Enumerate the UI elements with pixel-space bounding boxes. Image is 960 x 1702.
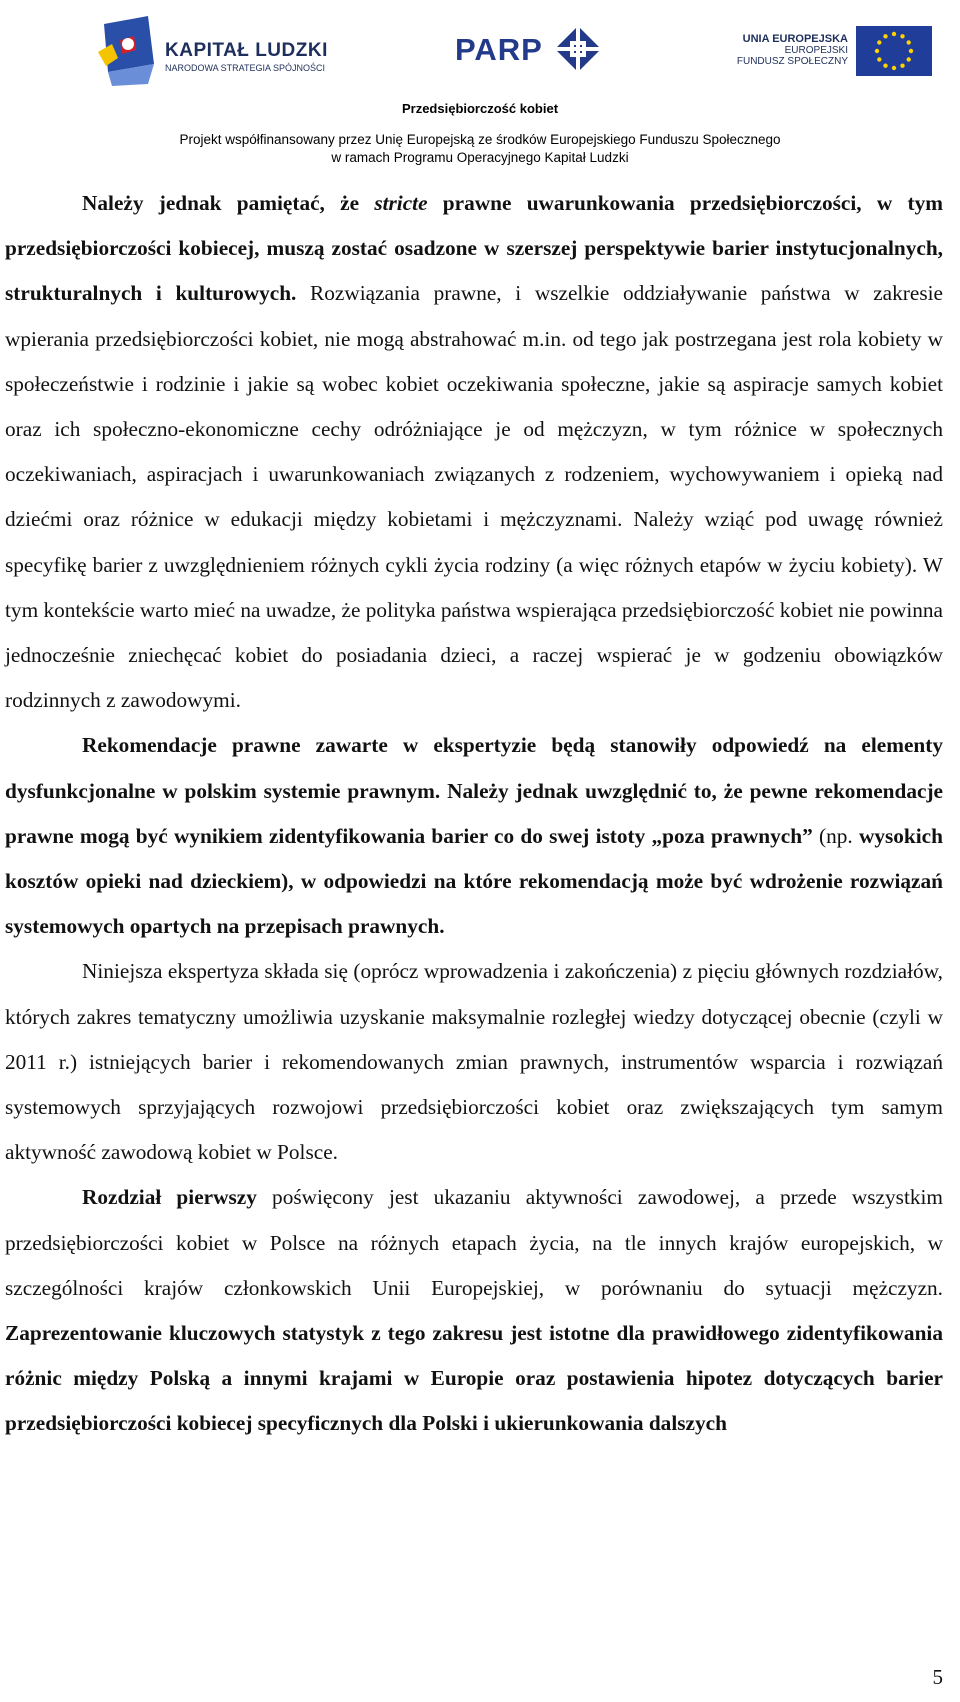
paragraph-1 <box>5 181 943 723</box>
p2-plain: (np. <box>812 823 859 848</box>
kapital-ludzki-emblem-icon <box>98 14 162 88</box>
p1-text: Rozwiązania prawne, i wszelkie oddziaływanie państwa w zakresie wpierania przedsiębiorczości kobiet, nie mogą abstrahować m.in. od tego jak postrzegana jest rola kobiety w społeczeństwie i rodzinie i jakie są wobec kobiet oczekiwania społeczne, jakie są aspiracje samych kobiet oraz ich społeczno-ekonomiczne cechy odróżniające je od mężczyzn, w tym różnice w społecznych oczekiwaniach, aspiracjach i uwarunkowaniach związanych z rodzeniem, wychowywaniem i opieką nad dziećmi oraz różnice w edukacji między kobietami i mężczyznami. Należy wziąć pod uwagę również specyfikę barier z uwzględnieniem różnych cykli życia rodziny (a więc różnych etapów w życiu kobiety). W tym kontekście warto mieć na uwadze, że polityka państwa wspierająca przedsiębiorczość kobiet nie powinna jednocześnie zniechęcać kobiet do posiadania dzieci, a raczej wspierać je w godzeniu obowiązków rodzinnych z zawodowymi. <box>5 281 943 713</box>
eu-logo-line2: EUROPEJSKI <box>784 45 848 56</box>
p4-plain: poświęcony jest ukazaniu aktywności zawodowej, a przede wszystkim przedsiębiorczości kobiet w Polsce na różnych etapach życia, na tle innych krajów europejskich, w szczególności krajów członkowskich Unii Europejskiej, w porównaniu do sytuacji mężczyzn. <box>5 1185 943 1300</box>
parp-logo <box>455 22 605 78</box>
kapital-ludzki-subtitle: NARODOWA STRATEGIA SPÓJNOŚCI <box>165 63 326 73</box>
p2-bold-2: wysokich kosztów opieki nad dzieckiem), w odpowiedzi na które rekomendacją może być wdrożenie rozwiązań systemowych opartych na przepisach prawnych. <box>5 823 943 939</box>
p3-text: Niniejsza ekspertyza składa się (oprócz wprowadzenia i zakończenia) z pięciu głównych rozdziałów, których zakres tematyczny umożliwia uzyskanie maksymalnie rozległej wiedzy dotyczącej obecnie (czyli w 2011 r.) istniejących barier i rekomendowanych zmian prawnych, instrumentów wsparcia i rozwiązań systemowych sprzyjających rozwojowi przedsiębiorczości kobiet oraz zwiększających tym samym aktywność zawodową kobiet w Polsce. <box>5 959 943 1165</box>
page-header <box>0 0 960 170</box>
p1-bold-end: prawne uwarunkowania przedsiębiorczości, w tym przedsiębiorczości kobiecej, muszą zostać osadzone w szerszej perspektywie barier instytucjonalnych, strukturalnych i kulturowych. <box>5 191 943 306</box>
p4-bold-2: Zaprezentowanie kluczowych statystyk z tego zakresu jest istotne dla prawidłowego zidentyfikowania różnic między Polską a innymi krajami w Europie oraz postawienia hipotez dotyczących barier przedsiębiorczości kobiecej specyficznych dla Polski i ukierunkowania dalszych <box>5 1321 943 1436</box>
parp-emblem-icon <box>555 26 601 72</box>
paragraph-4 <box>5 1175 943 1446</box>
eu-logo-line1: UNIA EUROPEJSKA <box>742 33 848 45</box>
eu-logo-line3: FUNDUSZ SPOŁECZNY <box>736 56 848 67</box>
cofinancing-line-1: Projekt współfinansowany przez Unię Europejską ze środków Europejskiego Funduszu Społecznego <box>179 132 781 147</box>
cofinancing-note <box>0 131 960 167</box>
paragraph-2 <box>5 723 943 949</box>
eu-logo-text <box>737 34 848 67</box>
parp-logo-text: PARP <box>455 32 543 67</box>
cofinancing-line-2: w ramach Programu Operacyjnego Kapitał Ludzki <box>331 150 629 165</box>
p4-bold-1: Rozdział pierwszy <box>82 1185 257 1210</box>
p1-bold-start: Należy jednak pamiętać, że <box>82 191 375 215</box>
kapital-ludzki-title: KAPITAŁ LUDZKI <box>165 40 328 61</box>
eu-logo <box>736 26 932 78</box>
paragraph-3 <box>5 949 943 1175</box>
document-body <box>5 181 943 1447</box>
kapital-ludzki-logo <box>98 14 358 94</box>
eu-flag-icon <box>856 26 932 76</box>
p2-bold-1: Rekomendacje prawne zawarte w ekspertyzie będą stanowiły odpowiedź na elementy dysfunkcjonalne w polskim systemie prawnym. Należy jednak uwzględnić to, że pewne rekomendacje prawne mogą być wynikiem zidentyfikowania barier co do swej istoty „poza prawnych” <box>5 733 943 848</box>
project-name: Przedsiębiorczość kobiet <box>401 101 559 116</box>
p1-italic-stricte: stricte <box>374 191 428 215</box>
page-number: 5 <box>932 1665 943 1689</box>
